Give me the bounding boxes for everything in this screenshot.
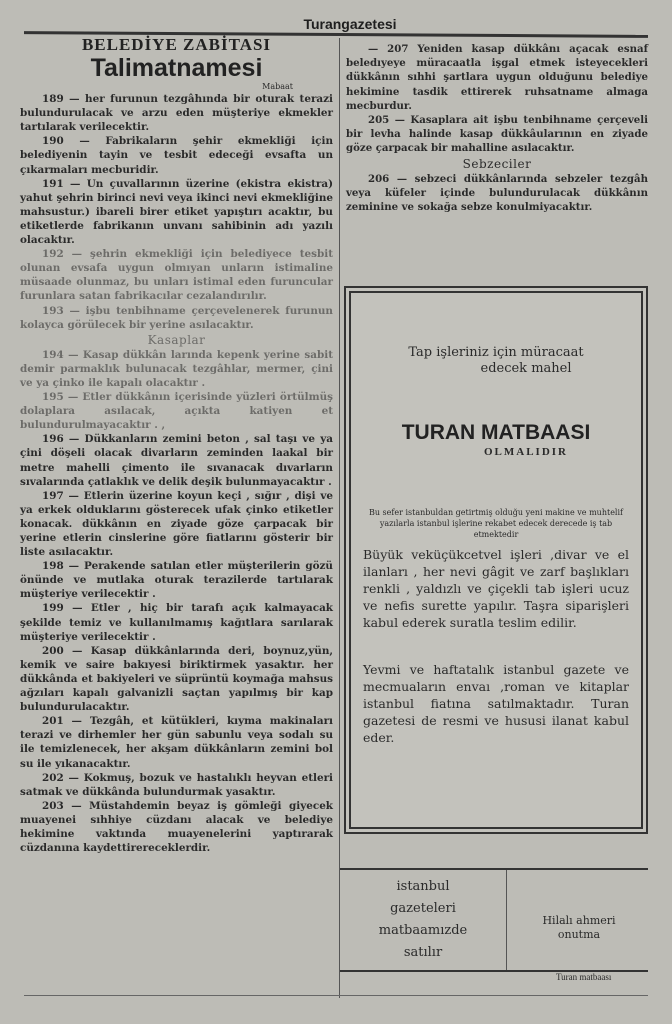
article-paragraph: 200 — Kasap dükkânlarında deri, boynuz,yün, kemik ve saire bakıyesi biriktirmek yasaktır. her dükkânda et bakiyeleri ve süprüntü koymağa mahsus ağzıları kapalı galvanizli saçtan yapılmış bir kap bulundurulacaktır.	[20, 644, 333, 714]
notice-line: gazeteleri	[390, 901, 456, 916]
article-paragraph: 196 — Dükkanların zemini beton , sal taşı ve ya çini döşeli olacak divarların zeminden laakal bir metre mahelli çimento ile sıvanacak dıvarların sıvalarında çatlaklık ve delik deşik bulunmayacaktır .	[20, 433, 333, 488]
notice-line: Hilalı ahmeri	[542, 914, 616, 927]
notice-divider	[506, 870, 507, 970]
article-heading: BELEDİYE ZABİTASI	[81, 35, 272, 54]
right-column	[346, 42, 648, 214]
bottom-notice-box	[340, 868, 648, 972]
notice-line: matbaamızde	[378, 923, 468, 938]
notice-line: satılır	[403, 945, 443, 960]
ad-small-print: Bu sefer istanbuldan getirtmiş olduğu yeni makine ve muhtelif yazılarla istanbul işlerine rekabet edecek derecede iş tab etmektedir	[368, 508, 624, 539]
article-paragraph: 198 — Perakende satılan etler müşterilerin gözü önünde ve mutlaka oturak terazilerde tartılarak müşteriye verilecektir .	[20, 560, 333, 601]
footer-imprint: Turan matbaası	[556, 972, 612, 982]
article-paragraph: 206 — sebzeci dükkânlarında sebzeler tezgâh veya küfeler içinde bulundurulacak dükkânın zeminine ve sokağa sebze konulmiyacaktır.	[346, 172, 648, 214]
ad-intro-line-1: Tap işleriniz için müracaat	[408, 345, 584, 360]
article-paragraph: 194 — Kasap dükkân larında kepenk yerine sabit demir parmaklık bulunacak tezgâhlar, mermer, çini ve ya çinko ile kapalı olacaktır .	[20, 348, 333, 389]
notice-line: istanbul	[396, 879, 450, 894]
article-paragraph: 197 — Etlerin üzerine koyun keçi , sığır , dişi ve ya erkek olduklarını gösterecek ufak çinko etiketler konacak. dükkânın en ziyade göze çarpacak bir yerine etlerin cinslerine göre fiatlarını gösterir bir liste asılacaktır.	[20, 489, 333, 559]
article-paragraph: 189 — her furunun tezgâhında bir oturak terazi bulundurulacak ve arzu eden müşteriye ekmekler tartılarak verilecektir.	[20, 93, 333, 134]
masthead: Turangazetesi	[303, 16, 397, 32]
advertisement-content	[351, 293, 641, 746]
continued-label: Mabaat	[262, 82, 293, 92]
article-paragraph: 195 — Etler dükkânın içerisinde yüzleri örtülmüş dolaplara asılacak, açıkta katiyen et bulundurulmayacaktır . ,	[20, 391, 333, 432]
article-paragraph: 190 — Fabrikaların şehir ekmekliği için belediyenin tayin ve tesbit edeceği evsafta un çıkarmaları mecburidir.	[20, 135, 333, 176]
notice-left	[340, 876, 506, 964]
ad-title: TURAN MATBAASI	[401, 421, 591, 444]
section-heading-sebzeciler: Sebzeciler	[462, 156, 532, 171]
ad-subtitle: OLMALIDIR	[483, 446, 568, 458]
ad-body: Büyük veküçükcetvel işleri ,divar ve el ilanları , her nevi gâgit ve zarf başlıkları renkli , yaldızlı ve çiçekli tab işleri ucuz ve nefis surette yapılır. Taşra siparişleri kabul ederek suratla teslim edilir.	[363, 547, 629, 630]
article-paragraph: 192 — şehrin ekmekliği için belediyece tesbit olunan evsafa uygun olmıyan unların istimaline müsaade olunmaz, bu unları istimal eden furuncular furunlara satan fabrikacılar cezalandırılır.	[20, 248, 333, 303]
article-title: Talimatnamesi	[90, 54, 263, 83]
article-paragraph: 205 — Kasaplara ait işbu tenbihname çerçeveli bir levha halinde kasap dükkâularının en ziyade göze çarpacak bir mahalline asılacaktır.	[346, 114, 648, 155]
ad-body-2: Yevmi ve haftatalık istanbul gazete ve mecmuaların envaı ,roman ve kitaplar istanbul fiatına satılmaktadır. Turan gazetesi de resmi ve hususi ilanat kabul eder.	[363, 662, 629, 745]
article-paragraph: 191 — Un çuvallarının üzerine (ekistra ekistra) yahut şehrin birinci nevi veya ikinci nevi ekmekliğine mahsustur.) ibareli birer etiket yapıştırı acaktır, bu etiketlerde fabrikanın unvanı sahibinin adı yazılı olacaktır.	[20, 177, 333, 247]
advertisement-frame	[344, 286, 648, 834]
column-divider	[339, 38, 340, 998]
section-heading-kasaplar: Kasaplar	[147, 332, 206, 347]
article-paragraph: 202 — Kokmuş, bozuk ve hastalıklı heyvan etleri satmak ve dükkânda bulundurmak yasaktır.	[20, 771, 333, 798]
ad-intro	[363, 345, 629, 377]
ad-intro-line-2: edecek mahel	[480, 361, 572, 376]
bottom-rule	[24, 995, 648, 996]
notice-right	[510, 914, 648, 942]
left-column	[20, 35, 333, 855]
article-paragraph: 201 — Tezgâh, et kütükleri, kıyma makinaları terazi ve dirhemler her gün sabunlu veya sodalı su ile temizlenecek, her akşam dükkânların zemini bol su ile yıkanacaktır.	[20, 715, 333, 770]
notice-line: onutma	[557, 928, 601, 941]
article-paragraph: 199 — Etler , hiç bir tarafı açık kalmayacak şekilde temiz ve kullanılmamış kağıtlara sarılarak müşteriye verilecektir .	[20, 602, 333, 643]
article-paragraph: 193 — işbu tenbihname çerçevelenerek furunun kolayca görülecek bir yerine asılacaktır.	[20, 304, 333, 331]
article-paragraph: — 207 Yeniden kasap dükkânı açacak esnaf beledıyeye müracaatla işgal etmek isteyecekleri dükkânın sıhhi şartlara uygun olduğunu belediye hekimine tasdik ettirerek ruhsatname almaga mecburdur.	[346, 43, 648, 112]
article-paragraph: 203 — Müstahdemin beyaz iş gömleği giyecek muayenei sıhhiye cüzdanı alacak ve belediye hekimine vaktında muayenelerini yaptırarak cüzdanına kaydettirereceklerdir.	[20, 799, 333, 855]
